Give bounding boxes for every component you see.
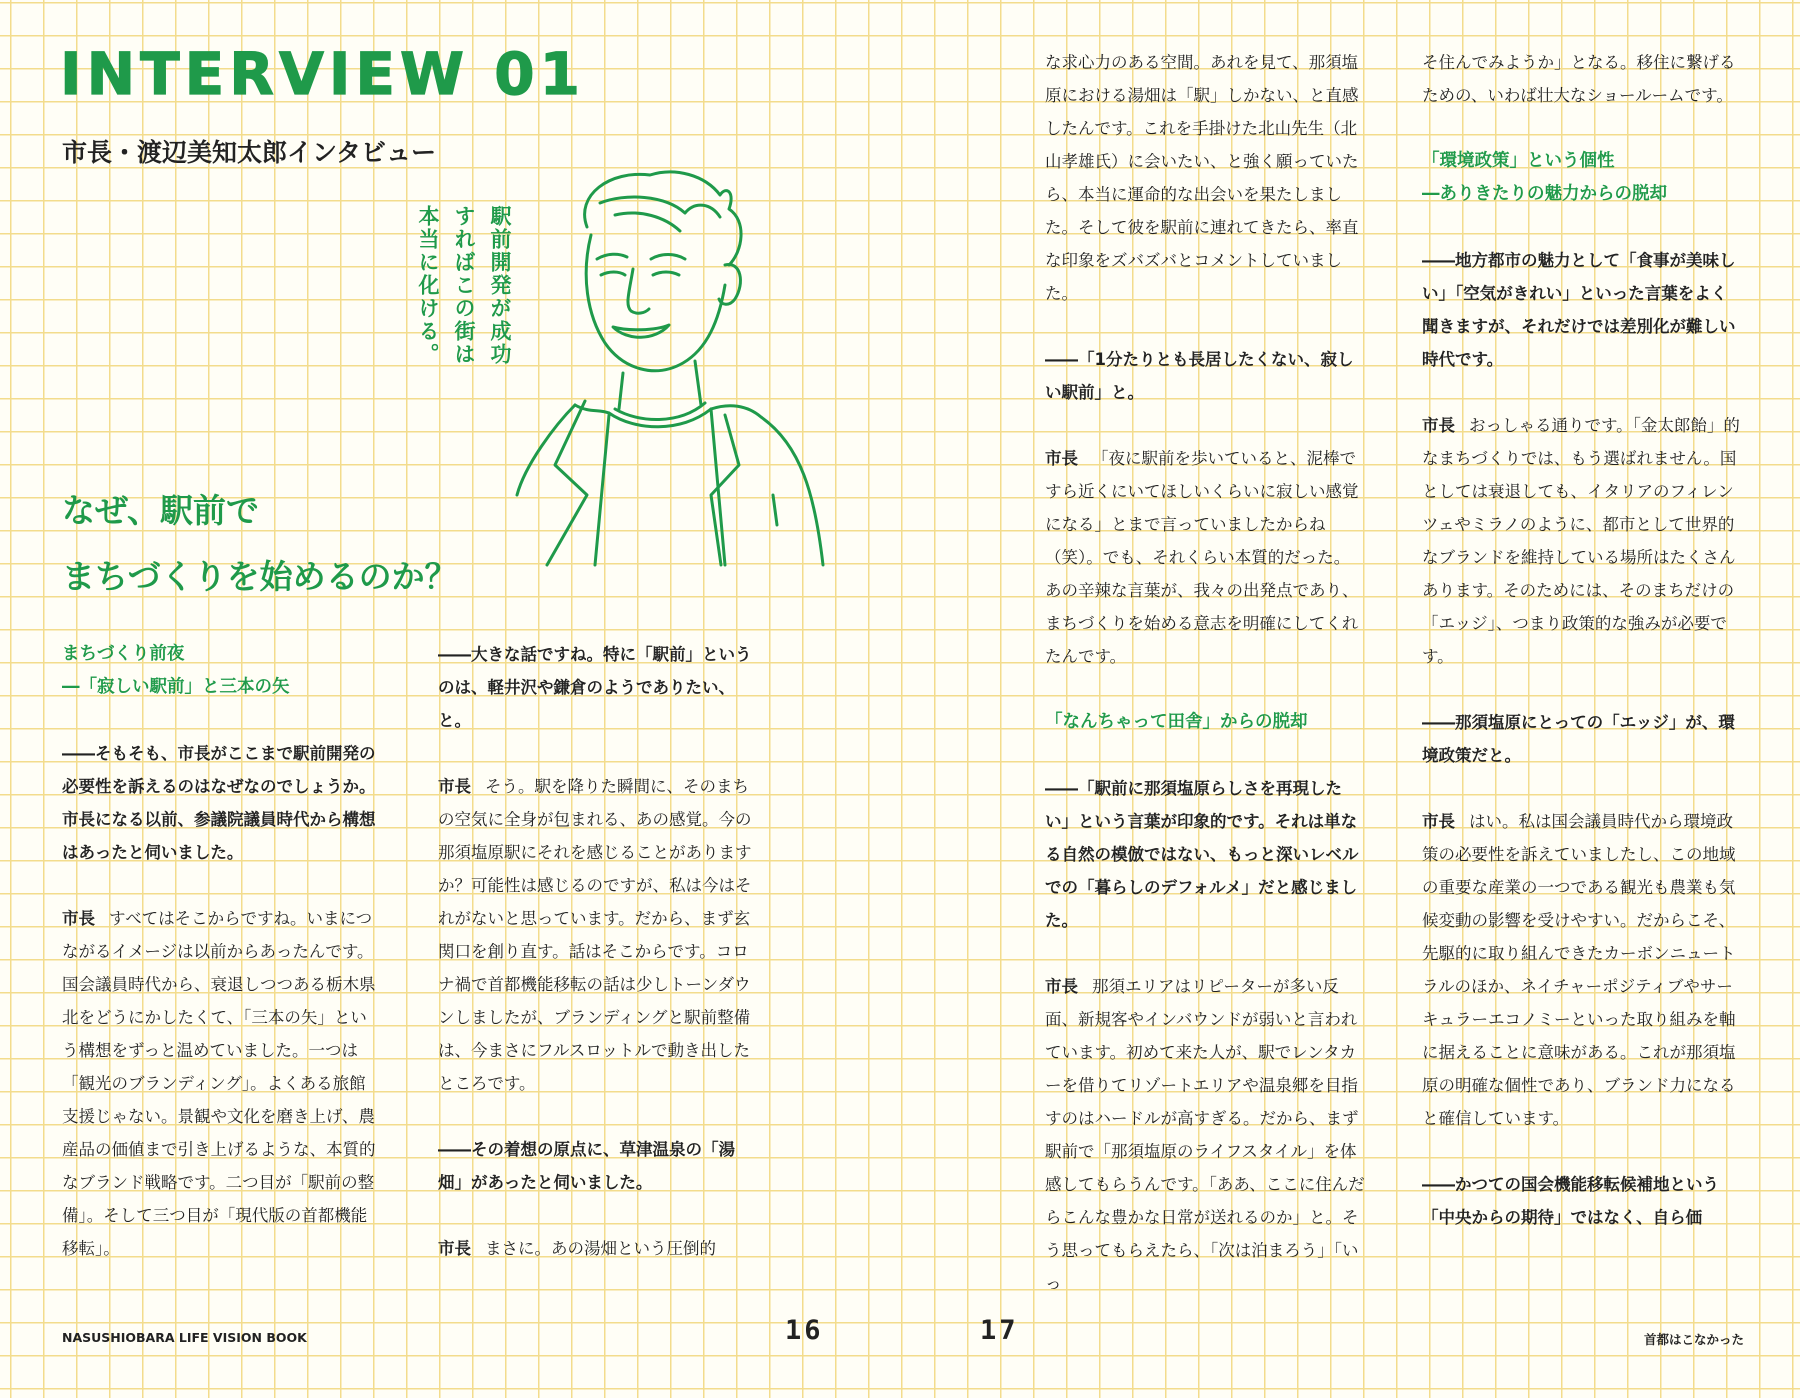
answer-continued: な求心力のある空間。あれを見て、那須塩原における湯畑は「駅」しかない、と直感したんです。これを手掛けた北山先生（北山孝雄氏）に会いたい、と強く願っていたら、本当に運命的な出会いを果たしました。そして彼を駅前に連れてきたら、率直な印象をズバズバとコメントしていました。: [1045, 53, 1359, 303]
interview-question: ――「駅前に那須塩原らしさを再現したい」という言葉が印象的です。それは単なる自然の模倣ではない、もっと深いレベルでの「暮らしのデフォルメ」だと感じました。: [1045, 779, 1359, 930]
interview-question: ――大きな話ですね。特に「駅前」というのは、軽井沢や鎌倉のようでありたい、と。: [438, 645, 752, 730]
interview-answer: [438, 1232, 758, 1265]
section-heading-line-2: ―「寂しい駅前」と三本の矢: [62, 677, 290, 697]
answer-continued: そ住んでみようか」となる。移住に繋げるための、いわば壮大なショールームです。: [1422, 53, 1736, 105]
answer-text: おっしゃる通りです。「金太郎飴」的なまちづくりでは、もう選ばれません。国としては衰退しても、イタリアのフィレンツェやミラノのように、都市として世界的なブランドを維持している場所はたくさんあります。そのためには、そのまちだけの「エッジ」、つまり政策的な強みが必要です。: [1422, 416, 1740, 666]
interview-question: ――その着想の原点に、草津温泉の「湯畑」があったと伺いました。: [438, 1140, 735, 1192]
speaker-label: 市長: [62, 909, 95, 928]
section-heading-line-1: まちづくり前夜: [62, 644, 185, 664]
speaker-label: 市長: [1045, 977, 1078, 996]
section-heading: [1422, 145, 1742, 211]
interview-question: ――「1分たりとも長居したくない、寂しい駅前」と。: [1045, 350, 1354, 402]
interview-label: INTERVIEW 01: [60, 40, 585, 108]
answer-text: まさに。あの湯畑という圧倒的: [485, 1239, 716, 1258]
headline-line-2: まちづくりを始めるのか？: [62, 557, 458, 596]
speaker-label: 市長: [1422, 416, 1455, 435]
headline-line-1: なぜ、駅前で: [62, 491, 260, 530]
interview-question: ――那須塩原にとっての「エッジ」が、環境政策だと。: [1422, 713, 1735, 765]
interview-question: ――地方都市の魅力として「食事が美味しい」「空気がきれい」といった言葉をよく聞きますが、それだけでは差別化が難しい時代です。: [1422, 251, 1736, 369]
interview-answer: [1422, 805, 1742, 1135]
interview-question: ――そもそも、市長がここまで駅前開発の必要性を訴えるのはなぜなのでしょうか。市長になる以前、参議院議員時代から構想はあったと伺いました。: [62, 744, 376, 862]
section-heading-line-1: 「環境政策」という個性: [1422, 151, 1615, 171]
section-heading-line-2: ―ありきたりの魅力からの脱却: [1422, 184, 1667, 204]
text-column-1: [62, 638, 382, 1265]
text-column-4: [1422, 46, 1742, 1234]
book-title: NASUSHIOBARA LIFE VISION BOOK: [62, 1330, 307, 1345]
page-number-right: 17: [980, 1315, 1019, 1346]
text-column-3: [1045, 46, 1365, 1300]
interview-answer: [1045, 970, 1365, 1300]
interview-question: ――かつての国会機能移転候補地という「中央からの期待」ではなく、自ら価: [1422, 1175, 1719, 1227]
interview-answer: [438, 770, 758, 1100]
answer-text: すべてはそこからですね。いまにつながるイメージは以前からあったんです。国会議員時代から、衰退しつつある栃木県北をどうにかしたくて、「三本の矢」という構想をずっと温めていました。一つは「観光のブランディング」。よくある旅館支援じゃない。景観や文化を磨き上げ、農産品の価値まで引き上げるような、本質的なブランド戦略です。二つ目が「駅前の整備」。そして三つ目が「現代版の首都機能移転」。: [62, 909, 376, 1258]
speaker-label: 市長: [1045, 449, 1078, 468]
running-head: 首都はこなかった: [1644, 1332, 1745, 1347]
answer-text: そう。駅を降りた瞬間に、そのまちの空気に全身が包まれる、あの感覚。今の那須塩原駅にそれを感じることがありますか？可能性は感じるのですが、私は今はそれがないと思っています。だから、まず玄関口を創り直す。話はそこからです。コロナ禍で首都機能移転の話は少しトーンダウンしましたが、ブランディングと駅前整備は、今まさにフルスロットルで動き出したところです。: [438, 777, 752, 1093]
speaker-label: 市長: [1422, 812, 1455, 831]
interview-subtitle: 市長・渡辺美知太郎インタビュー: [62, 138, 437, 167]
speaker-label: 市長: [438, 777, 471, 796]
mayor-portrait-illustration: [515, 165, 875, 575]
speaker-label: 市長: [438, 1239, 471, 1258]
interview-answer: [1422, 409, 1742, 673]
text-column-2: [438, 638, 758, 1265]
page-number-left: 16: [785, 1315, 824, 1346]
section-heading: [62, 638, 382, 704]
section-heading: 「なんちゃって田舎」からの脱却: [1045, 712, 1308, 732]
answer-text: 「夜に駅前を歩いていると、泥棒ですら近くにいてほしいくらいに寂しい感覚になる」とまで言っていましたからね（笑）。でも、それくらい本質的だった。あの辛辣な言葉が、我々の出発点であり、まちづくりを始める意志を明確にしてくれたんです。: [1045, 449, 1359, 666]
interview-answer: [1045, 442, 1365, 673]
answer-text: はい。私は国会議員時代から環境政策の必要性を訴えていましたし、この地域の重要な産業の一つである観光も農業も気候変動の影響を受けやすい。だからこそ、先駆的に取り組んできたカーボンニュートラルのほか、ネイチャーポジティブやサーキュラーエコノミーといった取り組みを軸に据えることに意味がある。これが那須塩原の明確な個性であり、ブランド力になると確信しています。: [1422, 812, 1736, 1128]
interview-answer: [62, 902, 382, 1265]
headline: [62, 478, 458, 610]
answer-text: 那須エリアはリピーターが多い反面、新規客やインバウンドが弱いと言われています。初めて来た人が、駅でレンタカーを借りてリゾートエリアや温泉郷を目指すのはハードルが高すぎる。だから、まず駅前で「那須塩原のライフスタイル」を体感してもらうんです。「ああ、ここに住んだらこんな豊かな日常が送れるのか」と。そう思ってもらえたら、「次は泊まろう」「いっ: [1045, 977, 1365, 1293]
pull-quote: 駅前開発が成功すればこの街は本当に化ける。: [416, 205, 512, 366]
